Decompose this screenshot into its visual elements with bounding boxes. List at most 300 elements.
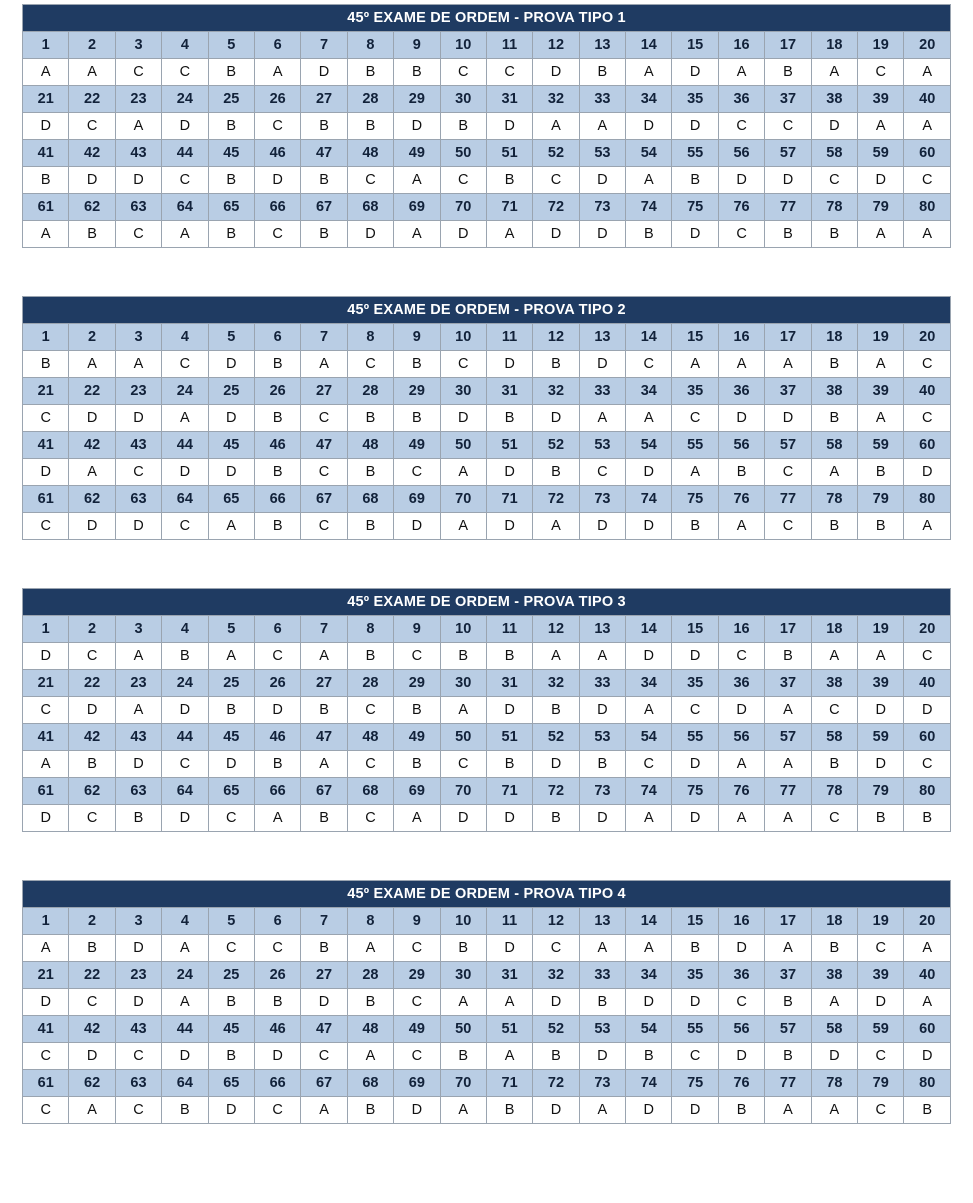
answer-cell: B	[69, 935, 115, 962]
question-number: 6	[254, 324, 300, 351]
answer-cell: D	[672, 989, 718, 1016]
answer-cell: B	[811, 935, 857, 962]
question-number: 47	[301, 724, 347, 751]
question-number: 71	[486, 194, 532, 221]
answer-cell: B	[858, 459, 904, 486]
answer-cell: D	[69, 167, 115, 194]
question-number: 9	[394, 32, 440, 59]
answer-row	[23, 221, 951, 248]
answer-cell: A	[765, 751, 811, 778]
question-number: 62	[69, 194, 115, 221]
question-number: 37	[765, 86, 811, 113]
question-number: 64	[162, 778, 208, 805]
answer-cell: D	[904, 1043, 951, 1070]
question-number-row	[23, 778, 951, 805]
answer-cell: D	[579, 167, 625, 194]
answer-cell: A	[672, 351, 718, 378]
question-number: 53	[579, 140, 625, 167]
answer-cell: A	[811, 459, 857, 486]
question-number: 62	[69, 778, 115, 805]
question-number: 72	[533, 486, 579, 513]
question-number: 20	[904, 324, 951, 351]
question-number: 35	[672, 86, 718, 113]
question-number: 23	[115, 962, 161, 989]
question-number-row	[23, 616, 951, 643]
question-number: 31	[486, 86, 532, 113]
answer-cell: A	[765, 935, 811, 962]
answer-cell: D	[718, 697, 764, 724]
question-number: 32	[533, 86, 579, 113]
question-number: 19	[858, 324, 904, 351]
answer-cell: D	[579, 805, 625, 832]
answer-cell: B	[301, 805, 347, 832]
answer-cell: C	[811, 697, 857, 724]
answer-cell: D	[718, 167, 764, 194]
answer-cell: C	[718, 989, 764, 1016]
answer-cell: C	[626, 351, 672, 378]
answer-cell: D	[394, 113, 440, 140]
question-number: 63	[115, 1070, 161, 1097]
question-number: 75	[672, 1070, 718, 1097]
answer-row	[23, 1097, 951, 1124]
answer-cell: C	[301, 459, 347, 486]
question-number: 17	[765, 908, 811, 935]
answer-cell: A	[162, 405, 208, 432]
answer-cell: A	[208, 513, 254, 540]
answer-cell: D	[486, 805, 532, 832]
question-number: 64	[162, 194, 208, 221]
question-number: 28	[347, 378, 393, 405]
question-number: 28	[347, 86, 393, 113]
question-number-row	[23, 962, 951, 989]
answer-cell: A	[858, 113, 904, 140]
answer-cell: D	[394, 1097, 440, 1124]
question-number-row	[23, 724, 951, 751]
question-number: 24	[162, 378, 208, 405]
question-number: 34	[626, 86, 672, 113]
question-number: 22	[69, 378, 115, 405]
question-number: 39	[858, 670, 904, 697]
question-number: 72	[533, 194, 579, 221]
question-number: 6	[254, 32, 300, 59]
question-number-row	[23, 140, 951, 167]
question-number: 7	[301, 324, 347, 351]
question-number: 21	[23, 86, 69, 113]
question-number: 56	[718, 432, 764, 459]
question-number: 25	[208, 86, 254, 113]
answer-cell: C	[301, 405, 347, 432]
answer-cell: B	[486, 1097, 532, 1124]
question-number: 57	[765, 432, 811, 459]
question-number: 13	[579, 616, 625, 643]
answer-cell: A	[347, 1043, 393, 1070]
answer-cell: A	[301, 1097, 347, 1124]
question-number: 51	[486, 432, 532, 459]
question-number: 33	[579, 86, 625, 113]
question-number-row	[23, 486, 951, 513]
question-number: 3	[115, 324, 161, 351]
answer-cell: B	[858, 805, 904, 832]
question-number: 68	[347, 1070, 393, 1097]
answer-cell: C	[254, 935, 300, 962]
question-number: 75	[672, 194, 718, 221]
answer-cell: A	[162, 221, 208, 248]
answer-cell: D	[626, 113, 672, 140]
question-number: 34	[626, 670, 672, 697]
answer-cell: D	[904, 459, 951, 486]
answer-cell: B	[162, 643, 208, 670]
answer-row	[23, 1043, 951, 1070]
answer-cell: B	[811, 221, 857, 248]
question-number: 19	[858, 32, 904, 59]
answer-cell: C	[23, 513, 69, 540]
answer-cell: D	[579, 351, 625, 378]
answer-cell: B	[69, 221, 115, 248]
answer-row	[23, 513, 951, 540]
question-number: 76	[718, 486, 764, 513]
question-number: 60	[904, 724, 951, 751]
answer-cell: C	[301, 1043, 347, 1070]
answer-cell: B	[486, 167, 532, 194]
question-number: 66	[254, 194, 300, 221]
answer-cell: A	[904, 59, 951, 86]
answer-cell: D	[208, 459, 254, 486]
answer-cell: B	[254, 989, 300, 1016]
question-number-row	[23, 324, 951, 351]
question-number: 74	[626, 778, 672, 805]
answer-cell: A	[718, 751, 764, 778]
question-number: 12	[533, 32, 579, 59]
answer-cell: D	[208, 405, 254, 432]
question-number: 53	[579, 724, 625, 751]
answer-cell: D	[162, 459, 208, 486]
question-number: 77	[765, 486, 811, 513]
question-number: 78	[811, 778, 857, 805]
answer-cell: A	[904, 221, 951, 248]
question-number: 35	[672, 670, 718, 697]
answer-cell: A	[301, 351, 347, 378]
answer-cell: A	[811, 59, 857, 86]
question-number: 38	[811, 86, 857, 113]
answer-cell: C	[69, 989, 115, 1016]
question-number: 17	[765, 32, 811, 59]
question-number: 42	[69, 724, 115, 751]
answer-cell: C	[904, 167, 951, 194]
question-number: 60	[904, 432, 951, 459]
answer-cell: B	[811, 351, 857, 378]
answer-cell: B	[440, 643, 486, 670]
answer-cell: A	[301, 751, 347, 778]
question-number: 21	[23, 670, 69, 697]
question-number: 52	[533, 432, 579, 459]
answer-cell: A	[162, 989, 208, 1016]
question-number: 42	[69, 1016, 115, 1043]
question-number-row	[23, 32, 951, 59]
question-number: 16	[718, 908, 764, 935]
answer-cell: C	[347, 351, 393, 378]
question-number: 2	[69, 616, 115, 643]
answer-cell: C	[626, 751, 672, 778]
question-number: 38	[811, 378, 857, 405]
answer-cell: D	[254, 697, 300, 724]
answer-cell: B	[208, 221, 254, 248]
answer-cell: A	[626, 167, 672, 194]
question-number: 65	[208, 778, 254, 805]
answer-cell: D	[533, 59, 579, 86]
question-number: 61	[23, 778, 69, 805]
question-number: 59	[858, 1016, 904, 1043]
answer-cell: D	[115, 167, 161, 194]
question-number: 15	[672, 32, 718, 59]
answer-cell: D	[23, 989, 69, 1016]
question-number: 1	[23, 32, 69, 59]
question-number: 56	[718, 1016, 764, 1043]
answer-cell: A	[626, 697, 672, 724]
answer-cell: A	[672, 459, 718, 486]
answer-cell: D	[533, 989, 579, 1016]
question-number: 37	[765, 670, 811, 697]
answer-cell: C	[254, 643, 300, 670]
answer-cell: C	[765, 459, 811, 486]
answer-cell: D	[69, 405, 115, 432]
question-number: 75	[672, 486, 718, 513]
question-number: 54	[626, 140, 672, 167]
answer-cell: C	[23, 1097, 69, 1124]
question-number: 60	[904, 1016, 951, 1043]
question-number: 7	[301, 32, 347, 59]
question-number: 33	[579, 962, 625, 989]
answer-cell: C	[115, 459, 161, 486]
answer-cell: B	[254, 459, 300, 486]
answer-row	[23, 989, 951, 1016]
answer-key-table-2	[22, 296, 951, 540]
answer-cell: A	[579, 935, 625, 962]
exam-title: 45º EXAME DE ORDEM - PROVA TIPO 2	[23, 297, 951, 324]
question-number: 41	[23, 432, 69, 459]
answer-cell: D	[440, 221, 486, 248]
question-number: 74	[626, 1070, 672, 1097]
question-number: 1	[23, 908, 69, 935]
answer-cell: B	[858, 513, 904, 540]
question-number: 25	[208, 670, 254, 697]
answer-cell: C	[904, 405, 951, 432]
answer-cell: C	[208, 935, 254, 962]
answer-cell: C	[394, 643, 440, 670]
question-number: 73	[579, 1070, 625, 1097]
answer-cell: D	[301, 59, 347, 86]
question-number: 55	[672, 140, 718, 167]
question-number: 30	[440, 378, 486, 405]
answer-cell: C	[440, 751, 486, 778]
question-number: 3	[115, 32, 161, 59]
question-number: 26	[254, 86, 300, 113]
exam-block-1	[22, 4, 951, 248]
question-number: 36	[718, 670, 764, 697]
answer-cell: A	[904, 989, 951, 1016]
question-number: 77	[765, 194, 811, 221]
question-number: 61	[23, 1070, 69, 1097]
question-number: 80	[904, 778, 951, 805]
question-number: 70	[440, 194, 486, 221]
answer-cell: C	[440, 351, 486, 378]
answer-cell: B	[347, 513, 393, 540]
answer-cell: B	[23, 351, 69, 378]
answer-cell: D	[672, 1097, 718, 1124]
question-number: 50	[440, 724, 486, 751]
exam-title: 45º EXAME DE ORDEM - PROVA TIPO 3	[23, 589, 951, 616]
answer-cell: C	[254, 221, 300, 248]
answer-cell: A	[533, 113, 579, 140]
answer-cell: C	[811, 167, 857, 194]
question-number: 10	[440, 908, 486, 935]
answer-row	[23, 751, 951, 778]
answer-cell: B	[69, 751, 115, 778]
answer-cell: D	[858, 751, 904, 778]
answer-cell: D	[208, 351, 254, 378]
answer-cell: B	[440, 113, 486, 140]
answer-cell: A	[626, 805, 672, 832]
answer-cell: B	[533, 351, 579, 378]
answer-cell: A	[904, 513, 951, 540]
question-number: 32	[533, 962, 579, 989]
question-number: 17	[765, 324, 811, 351]
question-number: 15	[672, 908, 718, 935]
question-number: 70	[440, 1070, 486, 1097]
answer-cell: D	[858, 697, 904, 724]
answer-cell: C	[347, 167, 393, 194]
answer-cell: B	[533, 459, 579, 486]
answer-cell: C	[115, 59, 161, 86]
question-number: 72	[533, 1070, 579, 1097]
exam-block-2	[22, 296, 951, 540]
question-number: 5	[208, 908, 254, 935]
question-number: 8	[347, 324, 393, 351]
question-number: 34	[626, 962, 672, 989]
answer-cell: A	[858, 405, 904, 432]
question-number-row	[23, 194, 951, 221]
question-number: 50	[440, 140, 486, 167]
answer-cell: D	[672, 751, 718, 778]
question-number: 2	[69, 32, 115, 59]
answer-cell: B	[579, 59, 625, 86]
question-number: 64	[162, 486, 208, 513]
answer-row	[23, 935, 951, 962]
question-number: 1	[23, 616, 69, 643]
question-number: 12	[533, 616, 579, 643]
answer-cell: C	[162, 59, 208, 86]
question-number-row	[23, 908, 951, 935]
answer-cell: B	[765, 643, 811, 670]
question-number: 39	[858, 962, 904, 989]
question-number: 46	[254, 724, 300, 751]
answer-cell: B	[301, 113, 347, 140]
answer-cell: C	[162, 513, 208, 540]
answer-cell: C	[347, 805, 393, 832]
question-number: 43	[115, 432, 161, 459]
question-number: 36	[718, 86, 764, 113]
question-number: 57	[765, 140, 811, 167]
question-number: 70	[440, 486, 486, 513]
question-number-row	[23, 1070, 951, 1097]
question-number: 35	[672, 378, 718, 405]
question-number: 9	[394, 908, 440, 935]
question-number: 37	[765, 378, 811, 405]
answer-cell: A	[858, 643, 904, 670]
question-number: 68	[347, 486, 393, 513]
question-number: 20	[904, 908, 951, 935]
answer-cell: D	[162, 697, 208, 724]
answer-cell: C	[486, 59, 532, 86]
question-number: 65	[208, 194, 254, 221]
answer-cell: D	[533, 221, 579, 248]
answer-cell: D	[486, 513, 532, 540]
answer-cell: B	[811, 751, 857, 778]
answer-cell: B	[904, 1097, 951, 1124]
answer-cell: B	[394, 751, 440, 778]
question-number: 56	[718, 140, 764, 167]
answer-cell: C	[904, 351, 951, 378]
answer-cell: A	[626, 405, 672, 432]
answer-cell: A	[811, 989, 857, 1016]
question-number: 31	[486, 962, 532, 989]
question-number: 29	[394, 670, 440, 697]
question-number: 12	[533, 324, 579, 351]
answer-cell: D	[626, 643, 672, 670]
answer-cell: D	[486, 459, 532, 486]
question-number: 9	[394, 616, 440, 643]
answer-cell: B	[533, 697, 579, 724]
answer-cell: D	[301, 989, 347, 1016]
question-number: 56	[718, 724, 764, 751]
answer-cell: B	[347, 59, 393, 86]
answer-cell: A	[23, 751, 69, 778]
question-number: 24	[162, 670, 208, 697]
answer-cell: B	[579, 989, 625, 1016]
question-number: 31	[486, 670, 532, 697]
question-number: 8	[347, 616, 393, 643]
answer-cell: B	[765, 59, 811, 86]
question-number: 51	[486, 140, 532, 167]
answer-cell: A	[904, 935, 951, 962]
answer-cell: D	[394, 513, 440, 540]
question-number: 29	[394, 378, 440, 405]
answer-cell: D	[672, 59, 718, 86]
question-number: 8	[347, 32, 393, 59]
answer-cell: C	[811, 805, 857, 832]
question-number: 60	[904, 140, 951, 167]
answer-cell: D	[115, 513, 161, 540]
question-number: 49	[394, 432, 440, 459]
answer-cell: C	[23, 697, 69, 724]
question-number: 55	[672, 432, 718, 459]
question-number: 44	[162, 432, 208, 459]
question-number: 7	[301, 616, 347, 643]
answer-cell: D	[579, 513, 625, 540]
answer-cell: D	[162, 113, 208, 140]
answer-cell: A	[765, 805, 811, 832]
question-number: 14	[626, 32, 672, 59]
answer-row	[23, 697, 951, 724]
question-number: 2	[69, 908, 115, 935]
question-number: 41	[23, 724, 69, 751]
question-number: 25	[208, 378, 254, 405]
answer-cell: B	[626, 1043, 672, 1070]
question-number: 69	[394, 194, 440, 221]
answer-cell: A	[394, 805, 440, 832]
answer-cell: D	[811, 113, 857, 140]
question-number: 29	[394, 86, 440, 113]
answer-cell: D	[440, 405, 486, 432]
